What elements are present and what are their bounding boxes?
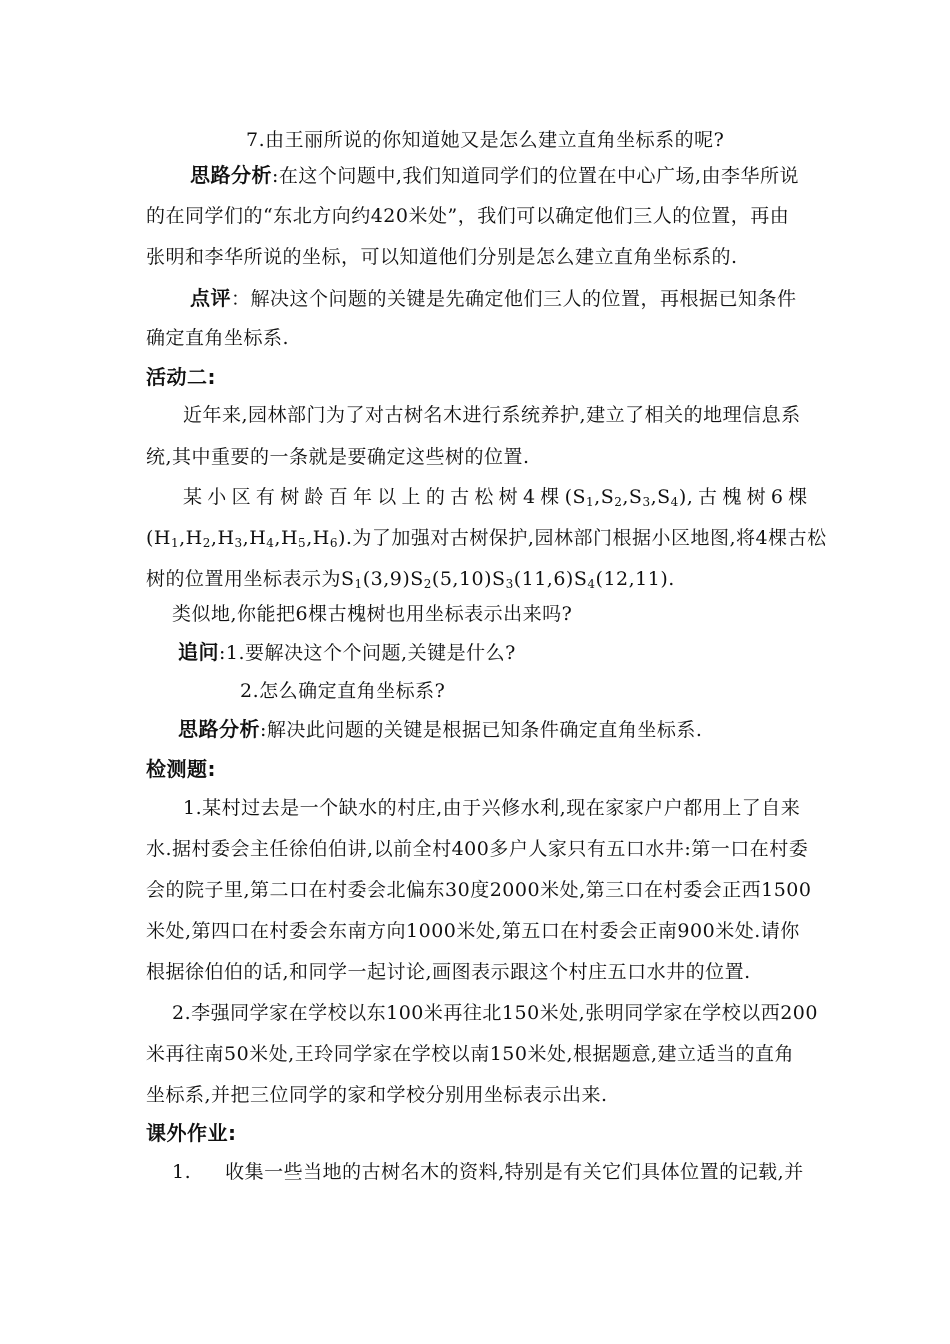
activity-paragraph-3: 类似地,你能把6棵古槐树也用坐标表示出来吗? [172, 603, 573, 625]
homework-item-number: 1. [172, 1161, 192, 1183]
comment-line-2: 确定直角坐标系. [146, 327, 290, 349]
activity-paragraph-1-line-1: 近年来,园林部门为了对古树名木进行系统养护,建立了相关的地理信息系 [183, 404, 801, 426]
test-1-line-2: 水.据村委会主任徐伯伯讲,以前全村400多户人家只有五口水井:第一口在村委 [146, 838, 809, 860]
activity-2-heading: 活动二: [146, 365, 216, 389]
comment-text: ：解决这个问题的关键是先确定他们三人的位置，再根据已知条件 [231, 288, 797, 310]
analysis-paragraph-2: 思路分析:解决此问题的关键是根据已知条件确定直角坐标系. [178, 717, 703, 741]
activity-paragraph-1-line-2: 统,其中重要的一条就是要确定这些树的位置. [146, 446, 530, 468]
homework-item-1 [172, 1160, 804, 1184]
activity-paragraph-2-line-2: $(H_1,H_2,H_3,H_4,H_5,H_6)$.为了加强对古树保护,园林部门根据小区地图,将4棵古松 [146, 527, 827, 550]
homework-heading: 课外作业: [146, 1121, 237, 1145]
analysis-paragraph-1 [190, 163, 799, 188]
test-heading: 检测题: [146, 757, 216, 781]
follow-up-question-2: 2.怎么确定直角坐标系? [240, 680, 446, 702]
analysis-label-2: 思路分析 [178, 717, 260, 741]
test-2-line-3: 坐标系,并把三位同学的家和学校分别用坐标表示出来. [146, 1084, 608, 1106]
test-2-line-2: 米再往南50米处,王玲同学家在学校以南150米处,根据题意,建立适当的直角 [146, 1043, 795, 1065]
follow-up-label: 追问 [178, 640, 219, 664]
question-7: 7.由王丽所说的你知道她又是怎么建立直角坐标系的呢? [246, 129, 725, 151]
follow-up-question-1: 追问:1.要解决这个个问题,关键是什么? [178, 640, 516, 664]
test-1-line-3: 会的院子里,第二口在村委会北偏东30度2000米处,第三口在村委会正西1500 [146, 879, 812, 901]
locust-tree-list: ($H_1,H_2,H_3,H_4,H_5,H_6$ [146, 527, 338, 550]
test-1-line-4: 米处,第四口在村委会东南方向1000米处,第五口在村委会正南900米处.请你 [146, 920, 800, 942]
analysis-line-2: 的在同学们的“东北方向约420米处”，我们可以确定他们三人的位置，再由 [146, 205, 790, 227]
analysis-text: :在这个问题中,我们知道同学们的位置在中心广场,由李华所说 [272, 165, 799, 187]
test-1-line-5: 根据徐伯伯的话,和同学一起讨论,画图表示跟这个村庄五口水井的位置. [146, 961, 751, 983]
homework-item-text: 收集一些当地的古树名木的资料,特别是有关它们具体位置的记载,并 [225, 1161, 804, 1183]
test-1-line-1: 1.某村过去是一个缺水的村庄,由于兴修水利,现在家家户户都用上了自来 [183, 797, 801, 819]
comment-paragraph [190, 286, 797, 311]
analysis-label: 思路分析 [190, 163, 272, 187]
analysis-line-3: 张明和李华所说的坐标，可以知道他们分别是怎么建立直角坐标系的. [146, 246, 738, 268]
activity-paragraph-2-line-1: 某 小 区 有 树 龄 百 年 以 上 的 古 松 树 4 棵 $(S_1,S_2,S_3,S_4)$, 古 槐 树 6 棵 [183, 486, 808, 509]
test-2-line-1: 2.李强同学家在学校以东100米再往北150米处,张明同学家在学校以西200 [172, 1002, 818, 1024]
comment-label: 点评 [190, 286, 231, 310]
activity-paragraph-2-line-3: 树的位置用坐标表示为$S_1(3,9)S_2(5,10)S_3(11,6)S_4(12,11)$. [146, 568, 675, 591]
pine-tree-list: $(S_1,S_2,S_3,S_4)$, [564, 486, 694, 509]
